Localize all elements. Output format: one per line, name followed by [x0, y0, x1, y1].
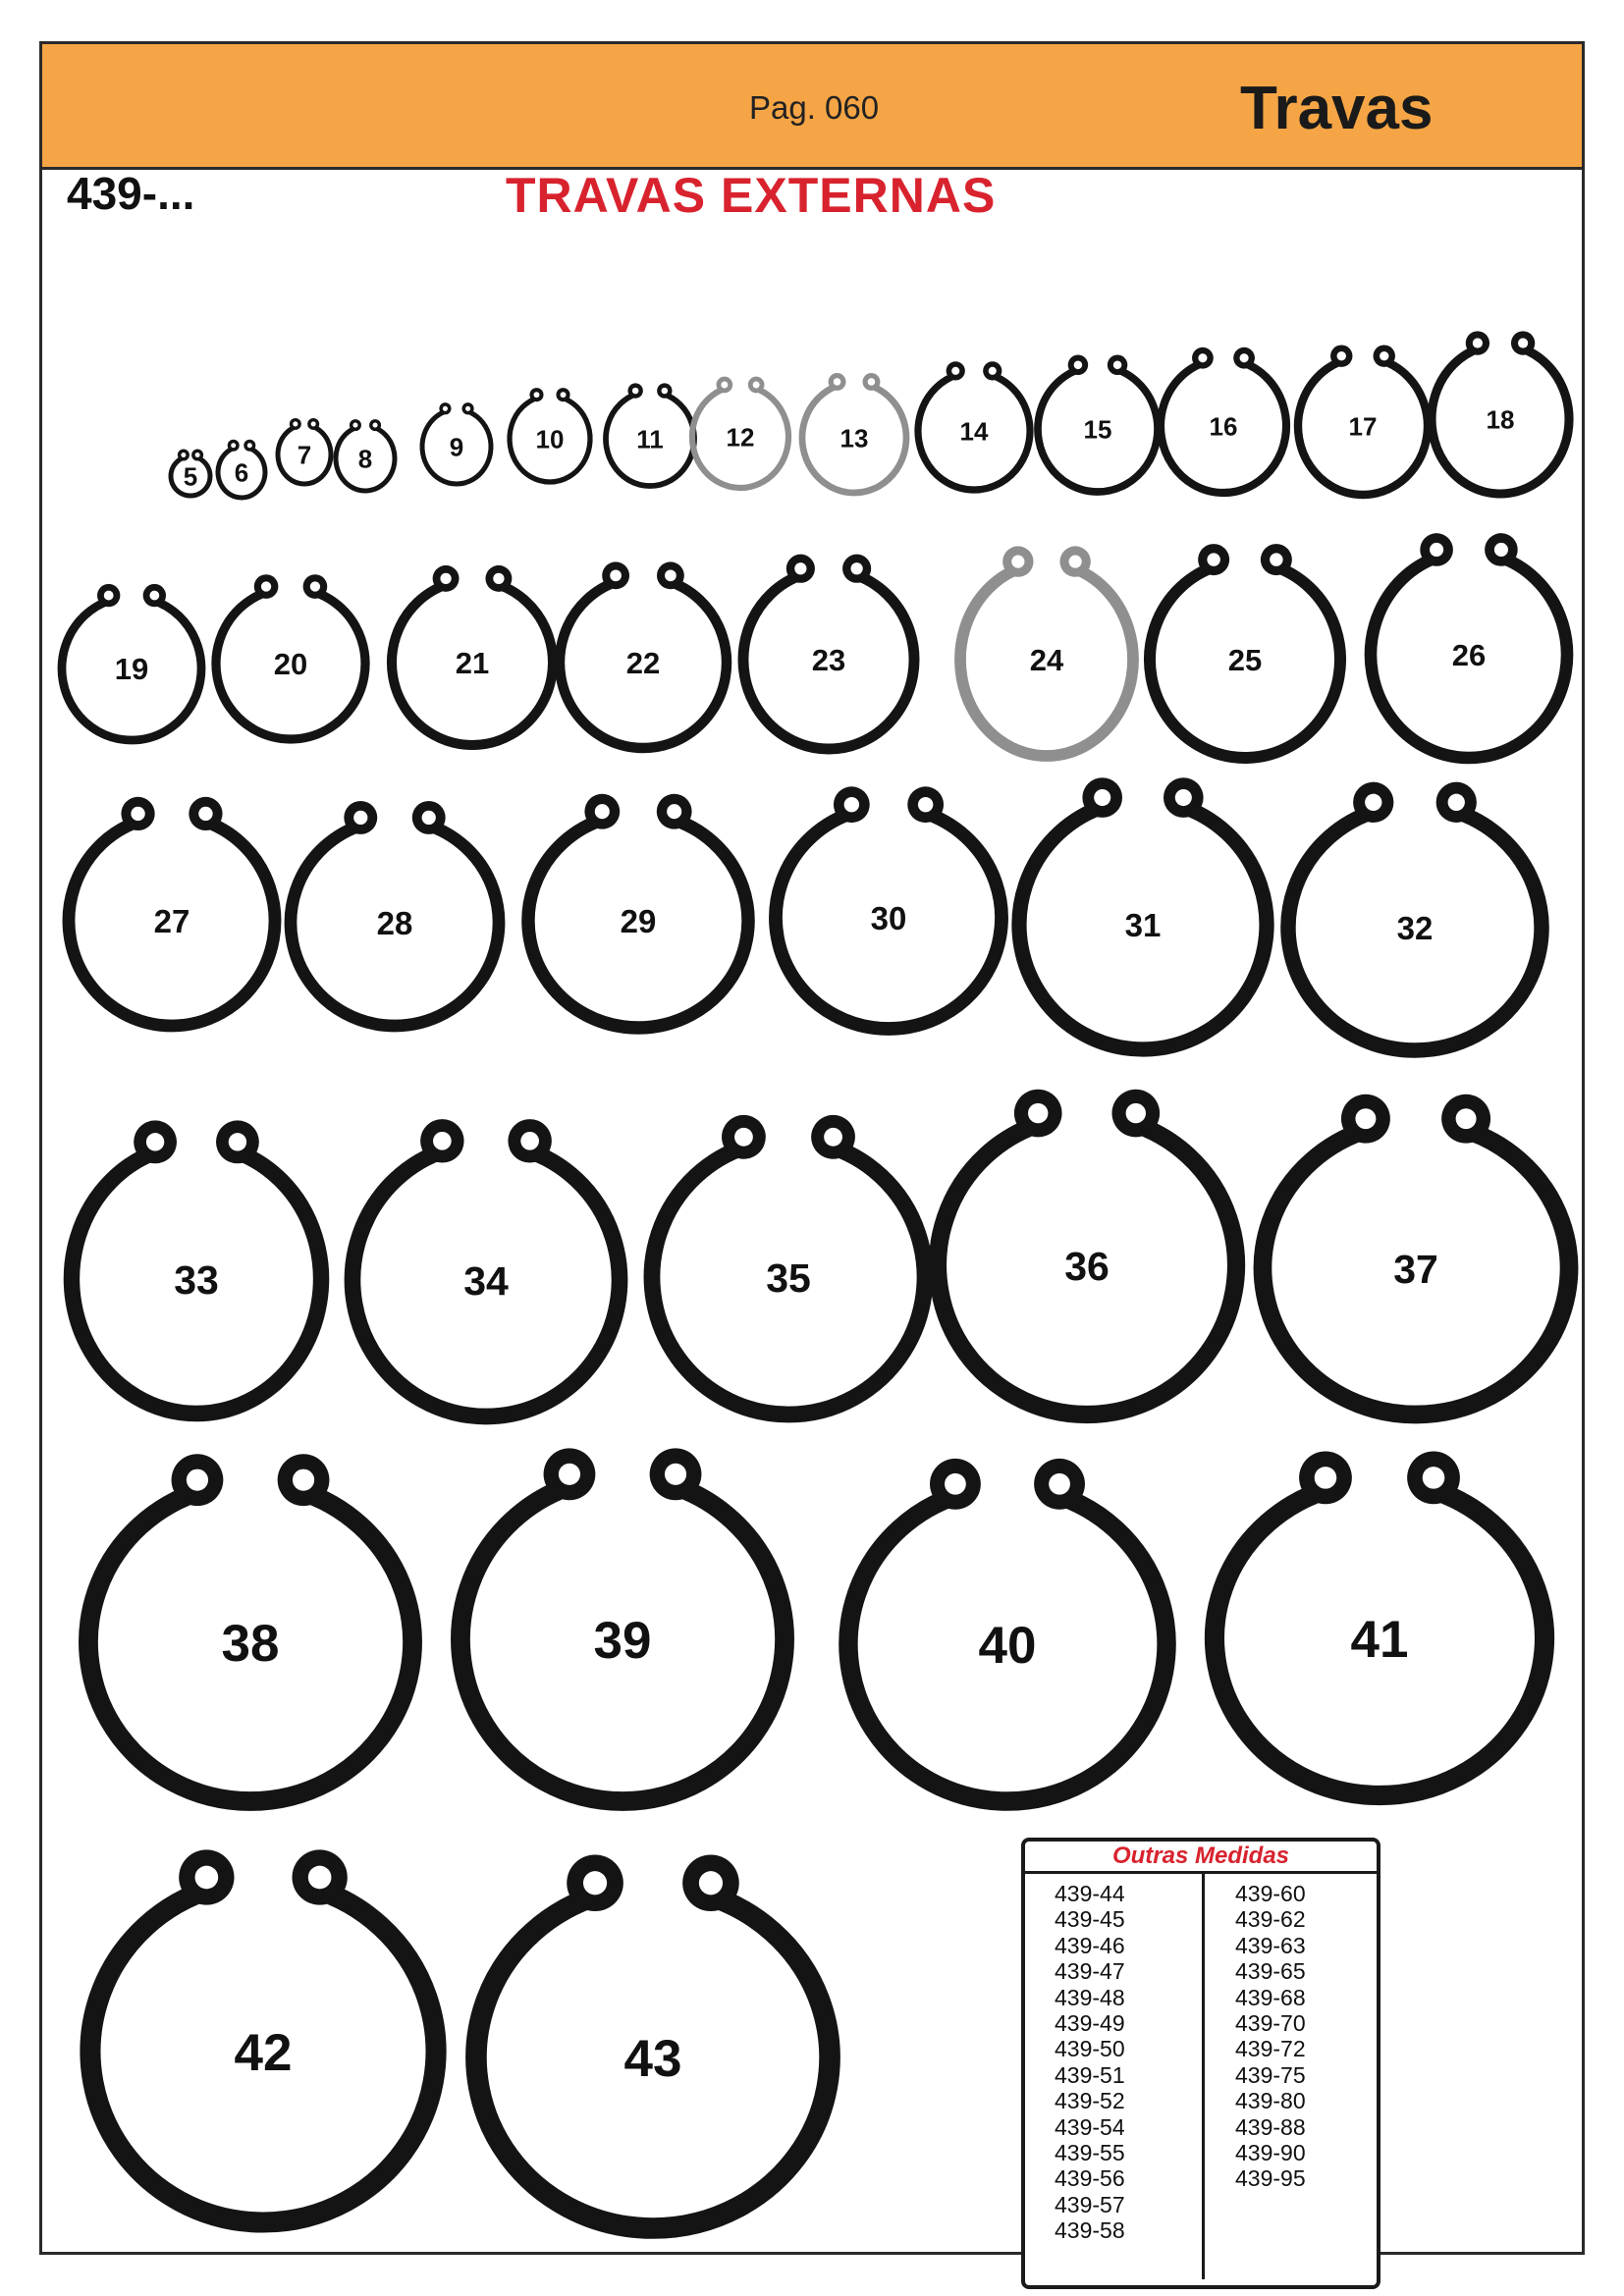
ring-hole	[665, 1464, 686, 1485]
ring-hole	[1049, 1473, 1070, 1495]
ring-size-label: 25	[1227, 643, 1263, 678]
ring-size-label: 39	[593, 1612, 652, 1671]
ring-hole	[851, 562, 863, 574]
ring-hole	[353, 811, 367, 825]
ring-size-label: 43	[623, 2030, 682, 2089]
ring-size-label: 22	[625, 646, 661, 681]
ring-size-label: 20	[273, 647, 308, 682]
size-code: 439-45	[1055, 1906, 1125, 1933]
ring-hole	[1207, 553, 1219, 565]
ring-hole	[1355, 1108, 1376, 1129]
ring-hole	[293, 1469, 314, 1491]
ring-size-label: 6	[234, 457, 249, 488]
ring-hole	[520, 1132, 539, 1150]
ring-hole	[195, 1866, 219, 1890]
ring-hole	[583, 1871, 607, 1895]
ring-hole	[1365, 794, 1381, 811]
ring-hole	[834, 378, 841, 386]
ring-size-label: 30	[870, 899, 907, 936]
retaining-ring	[960, 546, 1133, 756]
retaining-ring	[171, 449, 210, 496]
table-column-divider	[1202, 1874, 1205, 2279]
ring-hole	[1240, 353, 1249, 362]
ring-size-label: 17	[1348, 411, 1378, 442]
retaining-ring	[528, 794, 748, 1028]
ring-hole	[1448, 794, 1465, 811]
retaining-ring	[692, 377, 788, 488]
size-code: 439-90	[1235, 2139, 1306, 2165]
size-code: 439-58	[1055, 2217, 1125, 2244]
retaining-ring	[291, 801, 499, 1026]
retaining-ring	[1038, 355, 1158, 492]
ring-hole	[104, 591, 114, 601]
ring-hole	[231, 443, 236, 448]
ring-size-label: 28	[376, 904, 413, 941]
ring-size-label: 35	[766, 1255, 811, 1301]
ring-hole	[261, 581, 271, 591]
ring-hole	[632, 388, 638, 394]
ring-size-label: 9	[449, 432, 464, 462]
ring-size-label: 29	[620, 902, 657, 939]
size-code: 439-50	[1055, 2036, 1125, 2062]
ring-hole	[794, 562, 806, 574]
other-sizes-title: Outras Medidas	[1111, 1842, 1290, 1869]
ring-hole	[1430, 543, 1443, 557]
retaining-ring	[352, 1119, 620, 1416]
ring-size-label: 26	[1451, 638, 1487, 673]
size-code: 439-47	[1055, 1958, 1125, 1985]
ring-hole	[610, 569, 622, 581]
ring-hole	[1126, 1103, 1146, 1123]
retaining-ring	[392, 565, 553, 745]
section-title: Travas	[1240, 75, 1434, 142]
retaining-ring	[606, 383, 694, 486]
ring-size-label: 37	[1393, 1246, 1438, 1292]
ring-hole	[844, 797, 859, 812]
size-code: 439-57	[1055, 2191, 1125, 2217]
ring-size-label: 10	[535, 424, 565, 454]
ring-hole	[433, 1132, 452, 1150]
retaining-ring	[802, 373, 906, 493]
ring-hole	[1494, 543, 1508, 557]
ring-hole	[753, 382, 760, 389]
ring-hole	[1270, 553, 1282, 565]
ring-hole	[989, 367, 997, 375]
retaining-ring	[938, 1090, 1236, 1415]
ring-size-label: 42	[234, 2024, 293, 2083]
retaining-ring	[460, 1448, 785, 1801]
catalog-heading: TRAVAS EXTERNAS	[506, 168, 997, 223]
size-code: 439-62	[1235, 1906, 1306, 1933]
ring-hole	[373, 423, 378, 428]
ring-hole	[131, 807, 144, 821]
ring-size-label: 32	[1396, 909, 1434, 946]
ring-hole	[1456, 1108, 1477, 1129]
size-code: 439-88	[1235, 2113, 1306, 2140]
retaining-ring	[560, 561, 727, 748]
ring-hole	[1198, 353, 1207, 362]
size-code: 439-55	[1055, 2139, 1125, 2165]
ring-hole	[945, 1473, 966, 1495]
ring-hole	[951, 367, 959, 375]
size-code: 439-65	[1235, 1958, 1306, 1985]
size-code: 439-63	[1235, 1932, 1306, 1958]
size-code: 439-75	[1235, 2061, 1306, 2088]
ring-hole	[824, 1128, 842, 1147]
size-code: 439-51	[1055, 2061, 1125, 2088]
ring-hole	[561, 392, 567, 398]
retaining-ring	[476, 1854, 830, 2228]
retaining-ring	[1215, 1452, 1544, 1795]
retaining-ring	[69, 797, 275, 1026]
size-code: 439-52	[1055, 2088, 1125, 2114]
sizes-column-right	[1235, 1881, 1306, 2192]
ring-hole	[1518, 338, 1528, 347]
size-code: 439-95	[1235, 2165, 1306, 2192]
retaining-ring	[218, 440, 265, 498]
ring-size-label: 23	[811, 643, 846, 678]
ring-hole	[1473, 338, 1483, 347]
retaining-ring	[1432, 331, 1569, 494]
ring-size-label: 36	[1064, 1243, 1110, 1289]
ring-size-label: 16	[1209, 411, 1238, 442]
retaining-ring	[216, 574, 365, 739]
ring-size-label: 11	[636, 424, 664, 454]
ring-size-label: 27	[153, 902, 190, 939]
ring-size-label: 19	[114, 652, 149, 687]
table-header-rule	[1025, 1871, 1377, 1874]
ring-hole	[195, 453, 200, 457]
ring-hole	[595, 804, 610, 819]
ring-size-label: 38	[221, 1615, 280, 1674]
retaining-ring	[1288, 782, 1542, 1050]
retaining-ring	[1019, 777, 1267, 1049]
ring-size-label: 33	[174, 1256, 219, 1303]
retaining-ring	[510, 388, 590, 482]
ring-hole	[247, 443, 252, 448]
ring-hole	[1380, 351, 1388, 360]
ring-size-label: 18	[1486, 404, 1515, 435]
ring-hole	[308, 1866, 332, 1890]
retaining-ring	[918, 361, 1030, 490]
ring-size-label: 14	[959, 416, 989, 447]
retaining-ring	[62, 584, 201, 740]
ring-hole	[1074, 360, 1083, 369]
ring-size-label: 31	[1124, 906, 1162, 943]
retaining-ring	[422, 402, 491, 484]
ring-hole	[493, 573, 504, 584]
ring-hole	[1337, 351, 1346, 360]
ring-size-label: 8	[357, 444, 373, 474]
retaining-ring	[336, 419, 395, 491]
ring-hole	[1011, 556, 1024, 568]
ring-hole	[1113, 360, 1122, 369]
ring-hole	[534, 392, 540, 398]
ring-hole	[1069, 556, 1082, 568]
ring-size-label: 40	[978, 1617, 1037, 1676]
ring-hole	[734, 1128, 753, 1147]
ring-hole	[443, 406, 448, 411]
size-code: 439-44	[1055, 1881, 1125, 1906]
ring-size-label: 21	[455, 646, 490, 681]
size-code: 439-68	[1235, 1984, 1306, 2010]
retaining-ring	[88, 1454, 412, 1801]
ring-hole	[1094, 789, 1110, 806]
retaining-ring	[90, 1849, 436, 2222]
ring-hole	[465, 406, 470, 411]
size-code: 439-60	[1235, 1881, 1306, 1906]
ring-hole	[721, 382, 728, 389]
retaining-ring	[652, 1115, 925, 1415]
ring-hole	[662, 388, 668, 394]
ring-size-label: 5	[183, 461, 198, 492]
ring-size-label: 34	[463, 1257, 509, 1304]
retaining-ring	[1371, 533, 1567, 758]
size-code: 439-80	[1235, 2088, 1306, 2114]
size-code: 439-48	[1055, 1984, 1125, 2010]
ring-size-label: 24	[1029, 643, 1064, 678]
size-code: 439-70	[1235, 2009, 1306, 2036]
retaining-ring	[1150, 544, 1340, 758]
ring-hole	[665, 569, 677, 581]
product-code: 439-...	[67, 168, 195, 219]
ring-size-label: 7	[297, 440, 312, 470]
ring-hole	[187, 1469, 208, 1491]
ring-hole	[149, 591, 159, 601]
ring-hole	[352, 423, 357, 428]
ring-hole	[146, 1133, 164, 1150]
retaining-ring	[776, 786, 1001, 1029]
retaining-ring	[1161, 347, 1286, 493]
ring-hole	[198, 807, 212, 821]
ring-hole	[440, 573, 451, 584]
ring-hole	[1423, 1467, 1445, 1489]
ring-size-label: 12	[726, 422, 755, 453]
retaining-ring	[1263, 1095, 1569, 1415]
size-code: 439-54	[1055, 2113, 1125, 2140]
retaining-ring	[278, 418, 331, 484]
ring-hole	[868, 378, 876, 386]
ring-hole	[918, 797, 933, 812]
ring-hole	[293, 421, 298, 426]
ring-size-label: 41	[1350, 1611, 1409, 1670]
retaining-ring	[848, 1459, 1166, 1801]
other-sizes-table	[1021, 1838, 1380, 2289]
ring-size-label: 13	[839, 423, 869, 454]
ring-hole	[310, 581, 320, 591]
ring-hole	[699, 1871, 723, 1895]
size-code: 439-46	[1055, 1932, 1125, 1958]
ring-hole	[667, 804, 681, 819]
ring-hole	[1315, 1467, 1337, 1489]
ring-hole	[1028, 1103, 1048, 1123]
retaining-ring	[1298, 345, 1428, 495]
ring-hole	[311, 421, 316, 426]
retaining-ring	[72, 1120, 321, 1414]
ring-hole	[1175, 789, 1192, 806]
size-code: 439-72	[1235, 2036, 1306, 2062]
ring-hole	[229, 1133, 246, 1150]
retaining-ring	[743, 555, 914, 749]
ring-size-label: 15	[1083, 414, 1112, 445]
size-code: 439-56	[1055, 2165, 1125, 2192]
ring-hole	[181, 453, 186, 457]
size-code: 439-49	[1055, 2009, 1125, 2036]
page-number: Pag. 060	[749, 89, 880, 126]
sizes-column-left	[1055, 1881, 1125, 2243]
ring-hole	[559, 1464, 580, 1485]
ring-hole	[422, 811, 436, 825]
